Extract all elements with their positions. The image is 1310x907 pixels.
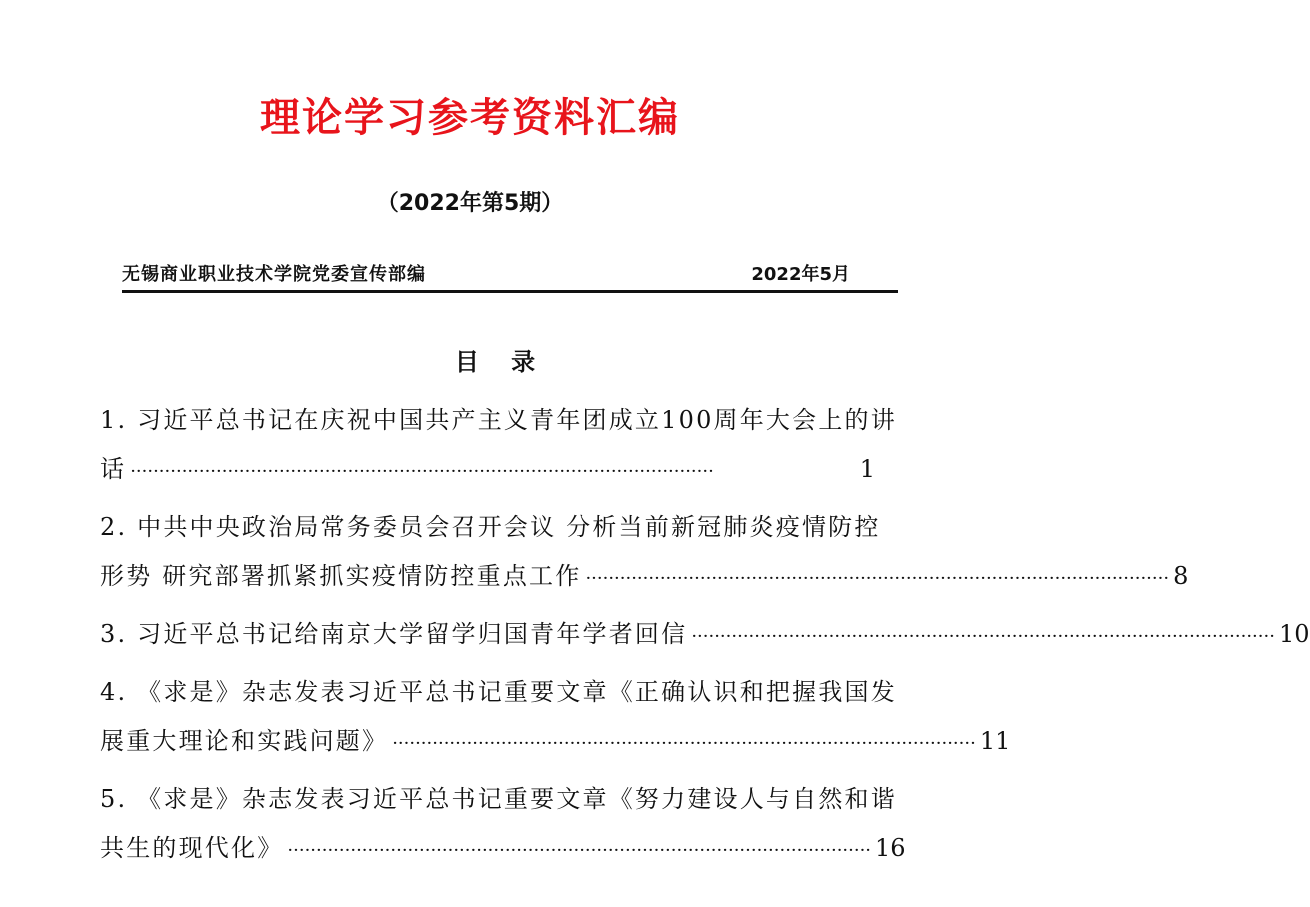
dot-leader: ······································································································: [130, 461, 714, 482]
toc-entry-3[interactable]: [100, 610, 1310, 659]
toc-entry-title-line: 话: [100, 455, 127, 483]
toc-entry-title-line: 5. 《求是》杂志发表习近平总书记重要文章《努力建设人与自然和谐: [100, 785, 897, 813]
toc-entry-title-line: 共生的现代化》: [100, 834, 284, 862]
dot-leader: ······································································································: [585, 568, 1170, 589]
toc-heading: 目 录: [454, 348, 536, 376]
toc-entry-title-line: 展重大理论和实践问题》: [100, 727, 389, 755]
dot-leader: ······································································································: [392, 733, 976, 754]
masthead-row: [122, 258, 898, 293]
toc-entry-title-line: 1. 习近平总书记在庆祝中国共产主义青年团成立100周年大会上的讲: [100, 406, 897, 434]
publication-date: 2022年5月: [751, 264, 850, 285]
toc-entry-title-line: 形势 研究部署抓紧抓实疫情防控重点工作: [100, 562, 582, 590]
toc-page-number: 16: [875, 834, 906, 862]
dot-leader: ······································································································: [287, 840, 872, 861]
document-title: 理论学习参考资料汇编: [260, 95, 680, 141]
toc-page-number: 8: [1173, 562, 1189, 590]
toc-entry-title-line: 4. 《求是》杂志发表习近平总书记重要文章《正确认识和把握我国发: [100, 678, 897, 706]
toc-page-number: 10: [1278, 620, 1310, 648]
issue-number: （2022年第5期）: [376, 191, 564, 216]
toc-page-number: 1: [859, 455, 875, 483]
toc-entry-title-line: 3. 习近平总书记给南京大学留学归国青年学者回信: [100, 620, 688, 648]
table-of-contents: [100, 396, 1310, 882]
toc-page-number: 11: [979, 727, 1011, 755]
toc-entry-1[interactable]: [100, 396, 897, 494]
publisher: 无锡商业职业技术学院党委宣传部编: [122, 264, 426, 285]
toc-entry-title-line: 2. 中共中央政治局常务委员会召开会议 分析当前新冠肺炎疫情防控: [100, 513, 881, 541]
toc-entry-5[interactable]: [100, 775, 906, 873]
dot-leader: ······································································································: [691, 626, 1275, 647]
toc-entry-4[interactable]: [100, 668, 1011, 766]
toc-entry-2[interactable]: [100, 503, 1189, 601]
